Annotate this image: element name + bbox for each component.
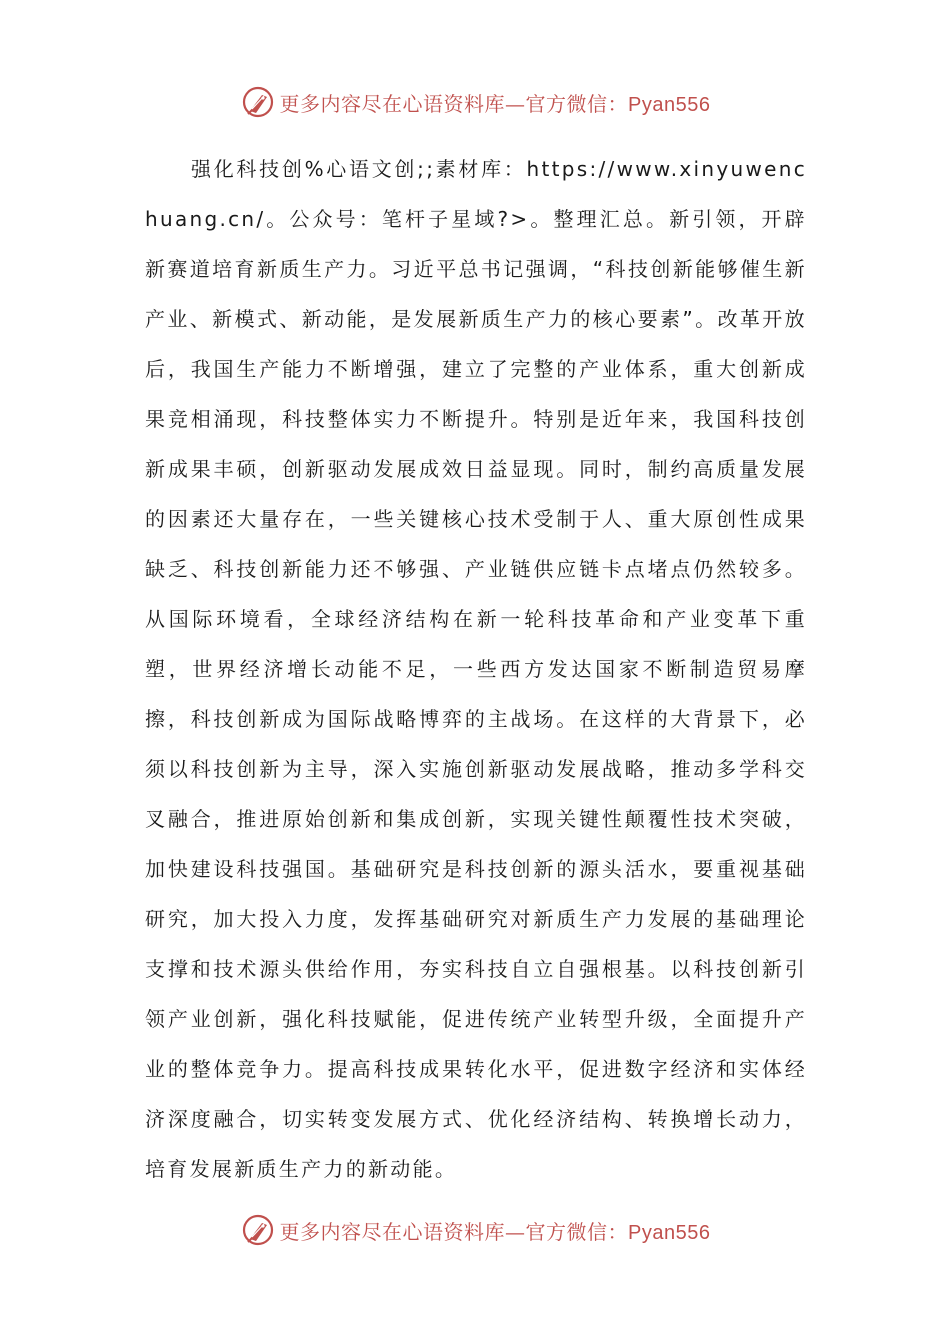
banner-slogan: 更多内容尽在心语资料库—官方微信： — [279, 91, 629, 116]
footer-banner — [0, 1210, 950, 1250]
body-paragraph: 强化科技创%心语文创;;素材库：https://www.xinyuwenchuang.cn/。公众号：笔杆子星域?>。整理汇总。新引领，开辟新赛道培育新质生产力。习近平总书记强调，“科技创新能够催生新产业、新模式、新动能，是发展新质生产力的核心要素”。改革开放后，我国生产能力不断增强，建立了完整的产业体系，重大创新成果竞相涌现，科技整体实力不断提升。特别是近年来，我国科技创新成果丰硕，创新驱动发展成效日益显现。同时，制约高质量发展的因素还大量存在，一些关键核心技术受制于人、重大原创性成果缺乏、科技创新能力还不够强、产业链供应链卡点堵点仍然较多。从国际环境看，全球经济结构在新一轮科技革命和产业变革下重塑，世界经济增长动能不足，一些西方发达国家不断制造贸易摩擦，科技创新成为国际战略博弈的主战场。在这样的大背景下，必须以科技创新为主导，深入实施创新驱动发展战略，推动多学科交叉融合，推进原始创新和集成创新，实现关键性颠覆性技术突破，加快建设科技强国。基础研究是科技创新的源头活水，要重视基础研究，加大投入力度，发挥基础研究对新质生产力发展的基础理论支撑和技术源头供给作用，夯实科技自立自强根基。以科技创新引领产业创新，强化科技赋能，促进传统产业转型升级，全面提升产业的整体竞争力。提高科技成果转化水平，促进数字经济和实体经济深度融合，切实转变发展方式、优化经济结构、转换增长动力，培育发展新质生产力的新动能。 — [145, 157, 807, 1181]
pen-nib-circle-icon — [240, 1212, 276, 1248]
header-banner — [0, 82, 950, 122]
pen-nib-circle-icon — [240, 84, 276, 120]
banner-slogan: 更多内容尽在心语资料库—官方微信： — [279, 1219, 629, 1244]
wechat-id: Pyan556 — [628, 1221, 711, 1244]
wechat-id: Pyan556 — [628, 93, 711, 116]
banner-text — [280, 1216, 711, 1245]
banner-text — [280, 88, 711, 117]
